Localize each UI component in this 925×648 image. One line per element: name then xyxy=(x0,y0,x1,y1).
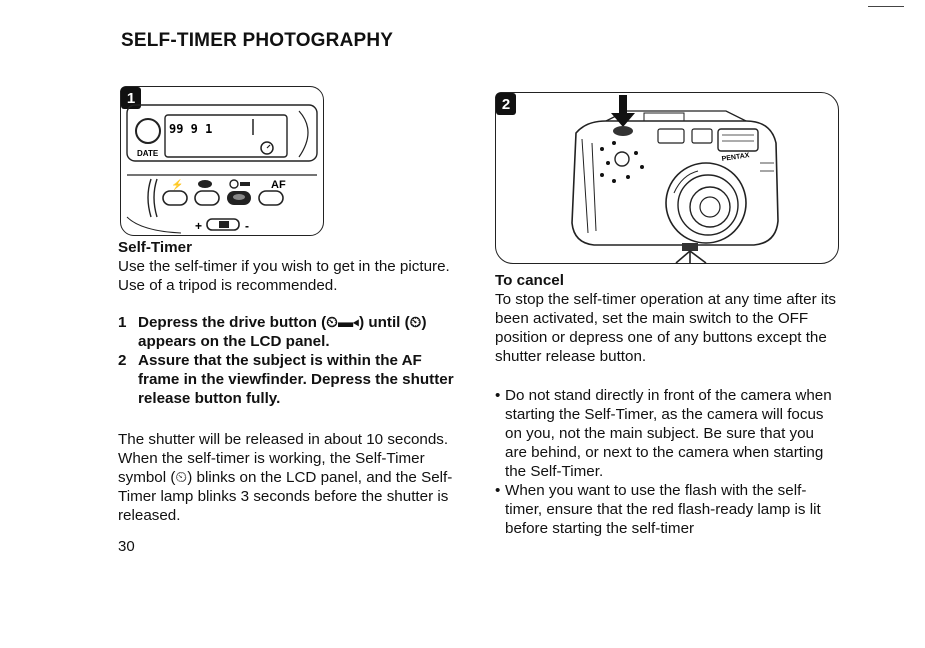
self-timer-intro: Use the self-timer if you wish to get in the picture. Use of a tripod is recommended. xyxy=(118,258,450,294)
cancel-body: To stop the self-timer operation at any time after its been activated, set the main switch to the OFF position or depress one of any buttons except the shutter release button. xyxy=(495,291,837,365)
list-item xyxy=(495,481,840,538)
notes-list xyxy=(495,386,840,538)
redeye-button xyxy=(195,191,219,205)
zoom-minus-icon: - xyxy=(245,219,249,233)
lcd-readout: 99 9 1 xyxy=(169,122,213,136)
top-rule xyxy=(868,6,904,7)
steps-list xyxy=(118,313,462,408)
flash-button xyxy=(163,191,187,205)
camera-front-illustration xyxy=(496,93,838,263)
step-text: Depress the drive button (⏲▬◂) until (⏲) appears on the LCD panel. xyxy=(138,314,427,350)
shutter-arrow-icon xyxy=(619,95,627,115)
date-label: DATE xyxy=(137,149,159,158)
self-timer-heading: Self-Timer xyxy=(118,239,192,256)
redeye-icon xyxy=(198,180,212,188)
bullet-icon: • xyxy=(495,387,501,404)
figure-badge-1: 1 xyxy=(121,87,141,109)
left-column xyxy=(118,238,462,525)
cancel-heading: To cancel xyxy=(495,272,564,289)
list-item xyxy=(118,351,462,408)
note-text: Do not stand directly in front of the camera when starting the Self-Timer, as the camera will focus on you, not the main subject. Be sure that you are behind, or next to the camera when starting the Self-Timer. xyxy=(505,387,832,480)
self-timer-icon xyxy=(230,180,238,188)
page-title: SELF-TIMER PHOTOGRAPHY xyxy=(121,30,394,51)
flash-icon: ⚡ xyxy=(171,180,184,191)
date-dial-icon xyxy=(136,119,160,143)
self-timer-body: The shutter will be released in about 10 seconds. When the self-timer is working, the Self-Timer symbol (⏲) blinks on the LCD panel, and the Self-Timer lamp blinks 3 seconds before the shutter is released. xyxy=(118,431,453,524)
step-text: Assure that the subject is within the AF frame in the viewfinder. Depress the shutter release button fully. xyxy=(138,352,454,407)
bullet-icon: • xyxy=(495,482,501,499)
note-text: When you want to use the flash with the self-timer, ensure that the red flash-ready lamp is lit before starting the self-timer xyxy=(505,482,821,537)
page-number: 30 xyxy=(118,538,135,555)
step-number: 1 xyxy=(118,314,127,331)
flash-window xyxy=(718,129,758,151)
step-number: 2 xyxy=(118,352,127,369)
tripod-icon xyxy=(682,243,698,251)
list-item xyxy=(118,313,462,351)
figure-camera-front xyxy=(495,92,839,264)
brand-label: PENTAX xyxy=(721,152,750,163)
self-timer-lamp-icon xyxy=(615,152,629,166)
figure-badge-2: 2 xyxy=(496,93,516,115)
af-button xyxy=(259,191,283,205)
list-item xyxy=(495,386,840,481)
right-column xyxy=(495,271,840,538)
figure-lcd-panel xyxy=(120,86,324,236)
lcd-panel-illustration xyxy=(121,87,323,235)
shutter-button xyxy=(613,126,633,136)
af-label: AF xyxy=(271,179,286,191)
zoom-plus-icon: + xyxy=(195,219,203,233)
